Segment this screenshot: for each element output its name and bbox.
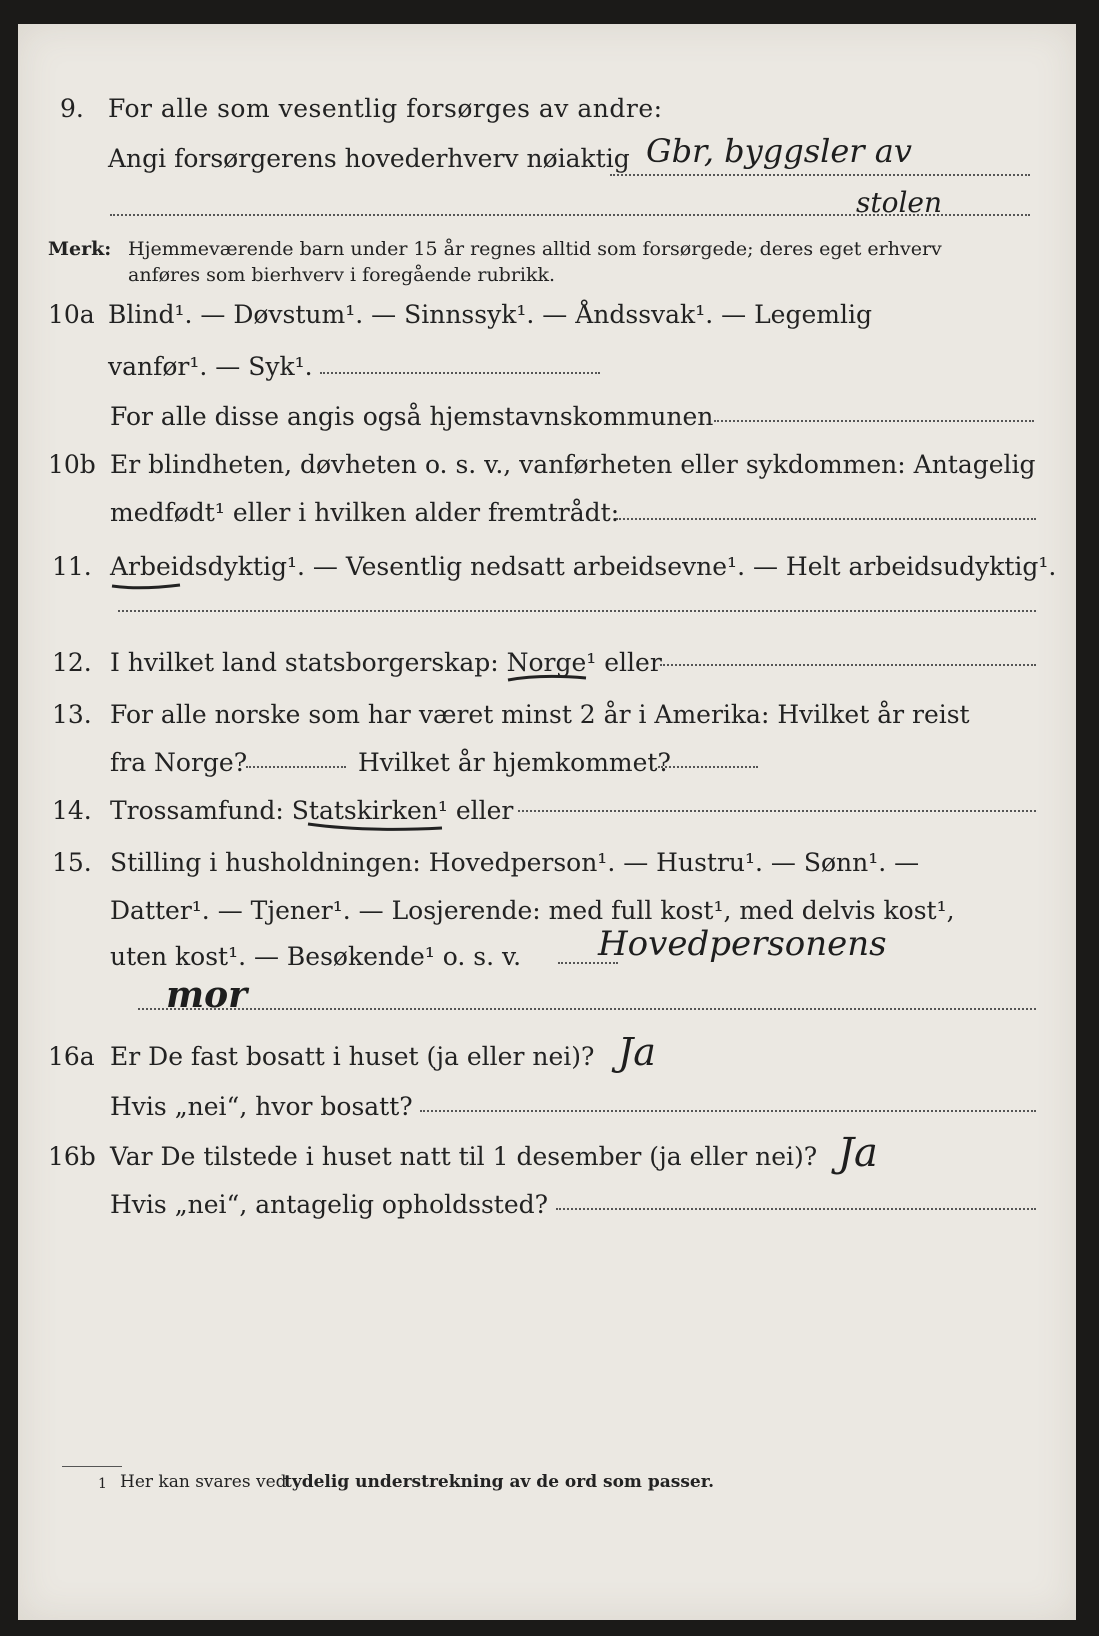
merk-line2: anføres som bierhverv i foregående rubrikk. (128, 264, 556, 286)
q16b-number: 16b (48, 1142, 96, 1171)
q11-underline-stroke (110, 580, 190, 592)
q12-line1: I hvilket land statsborgerskap: Norge¹ eller (110, 648, 662, 677)
q12-underline-stroke (506, 672, 590, 686)
merk-line1: Hjemmeværende barn under 15 år regnes alltid som forsørgede; deres eget erhverv (128, 238, 942, 260)
q15-line1: Stilling i husholdningen: Hovedperson¹. — Hustru¹. — Sønn¹. — (110, 848, 920, 877)
merk-label: Merk: (48, 238, 112, 260)
q15-handwritten-answer-2: mor (166, 974, 248, 1016)
q12-number: 12. (52, 648, 92, 677)
q9-answer-dotline-1 (610, 174, 1030, 176)
q13-dotline-2 (658, 766, 758, 768)
census-form-page (18, 24, 1076, 1620)
q10a-dotline-1 (320, 372, 600, 374)
q9-line2: Angi forsørgerens hovederhverv nøiaktig (108, 144, 630, 173)
q16a-line2: Hvis „nei“, hvor bosatt? (110, 1092, 413, 1121)
q9-answer-dotline-2 (110, 214, 1030, 216)
q9-number: 9. (60, 94, 84, 123)
q16a-number: 16a (48, 1042, 95, 1071)
q16a-handwritten-answer: Ja (618, 1030, 656, 1074)
q16a-dotline (420, 1110, 1036, 1112)
q10a-line3: For alle disse angis også hjemstavnskommunen (110, 402, 714, 431)
q14-line1: Trossamfund: Statskirken¹ eller (110, 796, 514, 825)
q14-dotline (518, 810, 1036, 812)
q13-dotline-1 (246, 766, 346, 768)
q13-line1: For alle norske som har været minst 2 år i Amerika: Hvilket år reist (110, 700, 970, 729)
q9-handwritten-answer-2: stolen (856, 186, 943, 219)
q11-dotline (118, 610, 1036, 612)
q14-number: 14. (52, 796, 92, 825)
q15-line3: uten kost¹. — Besøkende¹ o. s. v. (110, 942, 522, 971)
q10a-line2: vanfør¹. — Syk¹. (108, 352, 313, 381)
q14-underline-stroke (306, 820, 446, 834)
q15-dotline-2 (138, 1008, 1036, 1010)
q16b-line2: Hvis „nei“, antagelig opholdssted? (110, 1190, 549, 1219)
q16b-dotline (556, 1208, 1036, 1210)
q10b-number: 10b (48, 450, 96, 479)
footnote-mark: 1 (98, 1476, 107, 1492)
q15-handwritten-answer-1: Hovedpersonens (598, 924, 887, 964)
q11-number: 11. (52, 552, 92, 581)
q9-handwritten-answer-1: Gbr, byggsler av (646, 132, 912, 170)
q10b-dotline (616, 518, 1036, 520)
footnote-rule (62, 1466, 122, 1467)
q16b-handwritten-answer: Ja (838, 1130, 878, 1176)
q11-line1: Arbeidsdyktig¹. — Vesentlig nedsatt arbeidsevne¹. — Helt arbeidsudyktig¹. (110, 552, 1057, 581)
q10b-line1: Er blindheten, døvheten o. s. v., vanførheten eller sykdommen: Antagelig (110, 450, 1036, 479)
footnote-text-a: Her kan svares ved (120, 1472, 287, 1492)
q10a-dotline-2 (714, 420, 1034, 422)
q15-number: 15. (52, 848, 92, 877)
q10b-line2: medfødt¹ eller i hvilken alder fremtrådt: (110, 498, 620, 527)
q13-number: 13. (52, 700, 92, 729)
footnote-text-b: tydelig understrekning av de ord som passer. (284, 1472, 715, 1492)
q13-line2: fra Norge? (110, 748, 248, 777)
q15-line2: Datter¹. — Tjener¹. — Losjerende: med full kost¹, med delvis kost¹, (110, 896, 955, 925)
q13-line2b: Hvilket år hjemkommet? (358, 748, 671, 777)
q9-line1: For alle som vesentlig forsørges av andre: (108, 94, 663, 123)
q10a-number: 10a (48, 300, 95, 329)
q10a-line1: Blind¹. — Døvstum¹. — Sinnssyk¹. — Åndssvak¹. — Legemlig (108, 300, 872, 329)
q16b-line1: Var De tilstede i huset natt til 1 desember (ja eller nei)? (110, 1142, 818, 1171)
q12-dotline (660, 664, 1036, 666)
q16a-line1: Er De fast bosatt i huset (ja eller nei)? (110, 1042, 595, 1071)
